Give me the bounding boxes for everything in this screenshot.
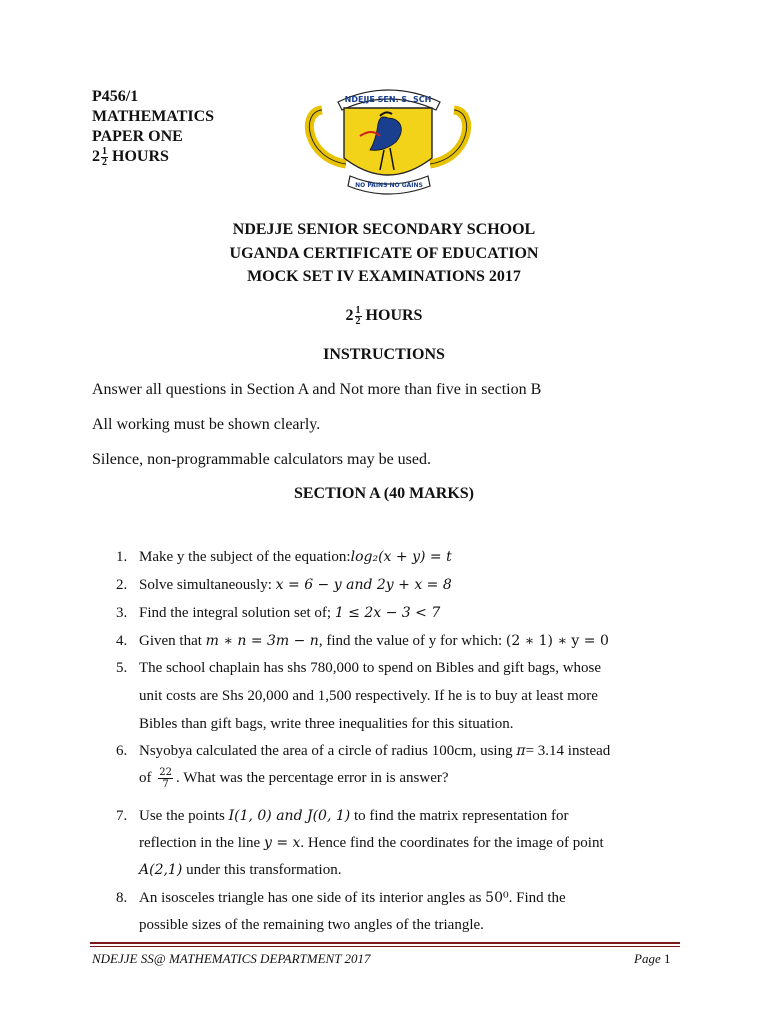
certificate-title: UGANDA CERTIFICATE OF EDUCATION [229,245,539,262]
crest-right-handle [430,110,467,164]
school-name: NDEJJE SENIOR SECONDARY SCHOOL [232,221,536,238]
paper-subject: MATHEMATICS [92,108,215,125]
paper-duration: 2 $\frac{1}{2}$ HOURS [92,146,169,168]
duration-fraction: $\frac{1}{2}$ [102,146,107,168]
fraction-22-over-7: $\frac{22}{7}$ [159,767,172,790]
instruction-line-1: Answer all questions in Section A and Not more than five in section B [92,381,542,398]
instruction-line-3: Silence, non-programmable calculators may be used. [92,451,431,468]
footer-page-number: Page 1 [634,951,671,966]
paper-code: P456/1 [92,88,139,105]
footer-rule-thin [90,946,680,947]
duration-fraction-center: $\frac{1}{2}$ [355,305,361,327]
exam-duration: 2 $\frac{1}{2}$ HOURS [345,305,423,327]
crest-left-handle [309,110,346,164]
footer-department: NDEJJE SS@ MATHEMATICS DEPARTMENT 2017 [92,951,371,966]
instruction-line-2: All working must be shown clearly. [92,416,321,433]
exam-title: MOCK SET IV EXAMINATIONS 2017 [247,268,521,285]
footer-rule-thick [90,942,680,944]
crest-motto-top: NDEJJE SEN. S. SCH [344,95,432,104]
crest-motto-bottom: NO PAINS NO GAINS [355,182,423,189]
exam-page: P456/1 MATHEMATICS PAPER ONE 2 $\frac{1}{2}$ HOURS NDEJJE SEN. S. SCH NO PAINS NO GAINS NDEJJE SENIOR SECONDARY SCHOOL UGANDA CERTIFICATE OF EDUCATION MOCK SET IV EXAMINATIONS 2017 2 $\frac{1}{2}$ HOURS INSTRUCTIONS Answer all questions in Section A and Not more than five in section B All working must be shown clearly. Silence, non-programmable calculators may be used. SECTION A (40 MARKS) 1. Make y the subject of the equation:log₂(x + y) = t 2. Solve simultaneously: x = 6 − y and 2y + x = 8 3. Find the integral solution set of; 1 ≤ 2x − 3 < 7 4. Given that m ∗ n = 3m − n, find the value of y for which: (2 ∗ 1) ∗ y = 0 5. The school chaplain has shs 780,000 to spend on Bibles and gift bags, whose unit costs are Shs 20,000 and 1,500 respectively. If he is to buy at least more Bibles than gift bags, write three inequalities for this situation. 6. Nsyobya calculated the area of a circle of radius 100cm, using π= 3.14 instead of $\frac{22}{7}$ . What was the percentage error in is answer? 7. Use the points I(1, 0) and J(0, 1) to find the matrix representation for reflection in the line y = x. Hence find the coordinates for the image of point A(2,1) under this transformation. 8. An isosceles triangle has one side of its interior angles as 50⁰. Find the possible sizes of the remaining two angles of the triangle. NDEJJE SS@ MATHEMATICS DEPARTMENT 2017 Page 1 [0,0,768,1024]
school-crest-logo [300,80,476,198]
instructions-heading: INSTRUCTIONS [323,346,445,363]
paper-header [92,87,214,168]
paper-number: PAPER ONE [92,128,183,145]
section-a-heading: SECTION A (40 MARKS) [293,485,475,502]
